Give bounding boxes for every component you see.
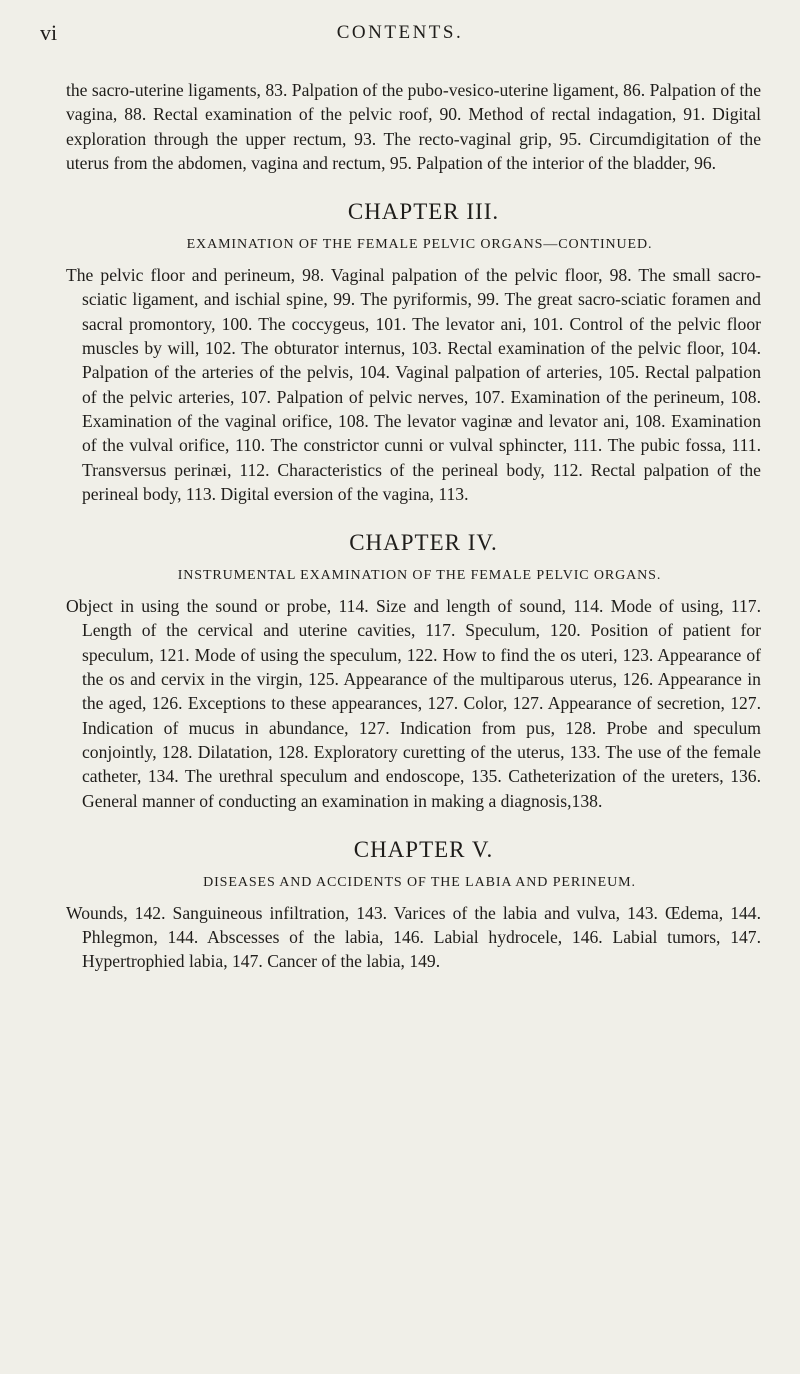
toc-entry: Sanguineous infiltration, 143. <box>172 902 388 923</box>
toc-entry: Appearance of the os and cervix in the virgin, 125. <box>82 644 761 690</box>
toc-entry: Rectal palpation of the pelvic arteries, 107. <box>82 362 762 407</box>
toc-entry: Exceptions to these appearances, 127. <box>187 693 459 714</box>
toc-entry: Varices of the labia and vulva, 143. <box>393 902 658 923</box>
toc-entry: Vaginal palpation of arteries, 105. <box>395 362 640 383</box>
running-head: CONTENTS. <box>336 22 464 43</box>
page-header <box>0 20 800 50</box>
toc-entry: Characteristics of the perineal body, 112. <box>277 459 583 480</box>
chapter-title: CHAPTER IV. <box>349 530 498 556</box>
toc-entry: Hypertrophied labia, 147. <box>82 951 263 972</box>
toc-entry: Appearance in the aged, 126. <box>82 669 761 714</box>
contents-body <box>66 78 761 974</box>
toc-entry: General manner of conducting an examination in making a diagnosis,138. <box>82 790 603 811</box>
toc-entry: Exploratory curetting of the uterus, 133. <box>313 741 601 762</box>
toc-entry: Palpation of the vagina, 88. <box>66 80 762 125</box>
chapter-subtitle: DISEASES AND ACCIDENTS OF THE LABIA AND PERINEUM. <box>203 874 636 890</box>
toc-entry: The constrictor cunni or vulval sphincter, 111. <box>270 435 603 456</box>
toc-entry: Labial tumors, 147. <box>612 927 761 948</box>
chapter-entries <box>66 594 761 813</box>
toc-entry: Palpation of the arteries of the pelvis, 104. <box>82 362 390 383</box>
toc-entry: Vaginal palpation of the pelvic floor, 98. <box>330 265 632 286</box>
toc-entry: The urethral speculum and endoscope, 135. <box>184 766 502 787</box>
toc-entry: Indication from pus, 128. <box>399 717 597 738</box>
toc-entry: Abscesses of the labia, 146. <box>207 927 424 948</box>
toc-entry: The obturator internus, 103. <box>241 338 442 359</box>
toc-entry: Position of patient for speculum, 121. <box>82 620 761 665</box>
toc-entry: Probe and speculum conjointly, 128. <box>82 717 761 762</box>
toc-entry: Rectal examination of the pelvic roof, 90. <box>153 104 462 125</box>
toc-entry: Color, 127. <box>463 693 544 714</box>
chapter-title: CHAPTER III. <box>347 199 500 225</box>
toc-entry: Method of rectal indagation, 91. <box>468 104 706 125</box>
toc-entry: Digital eversion of the vagina, 113. <box>220 483 469 504</box>
toc-entry: Appearance of secretion, 127. <box>547 693 761 714</box>
chapter-subtitle: EXAMINATION OF THE FEMALE PELVIC ORGANS—CONTINUED. <box>186 237 653 253</box>
toc-entry: Examination of the vulval orifice, 110. <box>82 410 761 456</box>
toc-entry: Mode of using, 117. <box>610 596 761 617</box>
toc-entry: Dilatation, 128. <box>197 741 309 762</box>
chapter-subtitle: INSTRUMENTAL EXAMINATION OF THE FEMALE PELVIC ORGANS. <box>177 568 662 584</box>
toc-entry: The pelvic floor and perineum, 98. <box>66 265 325 286</box>
toc-entry: Catheterization of the ureters, 136. <box>508 766 761 787</box>
toc-entry: Appearance of the multiparous uterus, 126. <box>343 669 654 690</box>
toc-entry: The coccygeus, 101. <box>258 313 407 334</box>
toc-entry: Examination of the vaginal orifice, 108. <box>82 410 369 431</box>
toc-entry: Rectal examination of the pelvic floor, 104. <box>447 338 761 359</box>
toc-entry: Transversus perinæi, 112. <box>82 459 270 480</box>
chapter-title: CHAPTER V. <box>353 836 494 862</box>
chapter-entries <box>66 901 761 974</box>
toc-entry: The small sacro-sciatic ligament, and ischial spine, 99. <box>82 265 761 310</box>
toc-entry: the sacro-uterine ligaments, 83. <box>66 80 288 100</box>
toc-entry: The recto-vaginal grip, 95. <box>383 128 582 149</box>
toc-entry: Object in using the sound or probe, 114. <box>66 596 369 617</box>
toc-entry: Palpation of pelvic nerves, 107. <box>276 386 505 407</box>
toc-entry: Cancer of the labia, 149. <box>267 951 441 972</box>
toc-entry: The great sacro-sciatic foramen and sacral promontory, 100. <box>82 289 761 334</box>
toc-entry: How to find the os uteri, 123. <box>442 644 654 665</box>
toc-entry: Rectal palpation of the perineal body, 113. <box>82 459 761 504</box>
toc-entry: Length of the cervical and uterine cavities, 117. <box>82 620 456 641</box>
toc-entry: Control of the pelvic floor muscles by will, 102. <box>82 313 762 359</box>
toc-entry: Speculum, 120. <box>465 620 581 641</box>
toc-entry: The levator ani, 101. <box>412 313 564 334</box>
toc-entry: Palpation of the interior of the bladder, 96. <box>416 152 717 173</box>
toc-entry: Labial hydrocele, 146. <box>433 927 603 948</box>
toc-entry: Palpation of the pubo-vesico-uterine ligament, 86. <box>291 80 646 100</box>
page-number: vi <box>40 20 58 45</box>
toc-entry: The use of the female catheter, 134. <box>82 741 761 787</box>
toc-entry: Wounds, 142. <box>66 902 166 923</box>
chapter-entries <box>66 263 761 506</box>
toc-entry: Indication of mucus in abundance, 127. <box>82 717 390 738</box>
toc-entry: Mode of using the speculum, 122. <box>194 644 438 665</box>
toc-entry: Digital exploration through the upper rectum, 93. <box>66 104 762 149</box>
intro-paragraph <box>66 78 761 175</box>
toc-entry: Examination of the perineum, 108. <box>510 386 761 407</box>
toc-entry: Size and length of sound, 114. <box>375 596 604 617</box>
toc-entry: Circumdigitation of the uterus from the abdomen, vagina and rectum, 95. <box>66 128 762 173</box>
toc-entry: The pyriformis, 99. <box>360 289 500 310</box>
toc-entry: Phlegmon, 144. <box>82 927 199 948</box>
toc-entry: Œdema, 144. <box>665 902 761 923</box>
toc-entry: The levator vaginæ and levator ani, 108. <box>374 410 666 431</box>
toc-entry: The pubic fossa, 111. <box>607 435 761 456</box>
